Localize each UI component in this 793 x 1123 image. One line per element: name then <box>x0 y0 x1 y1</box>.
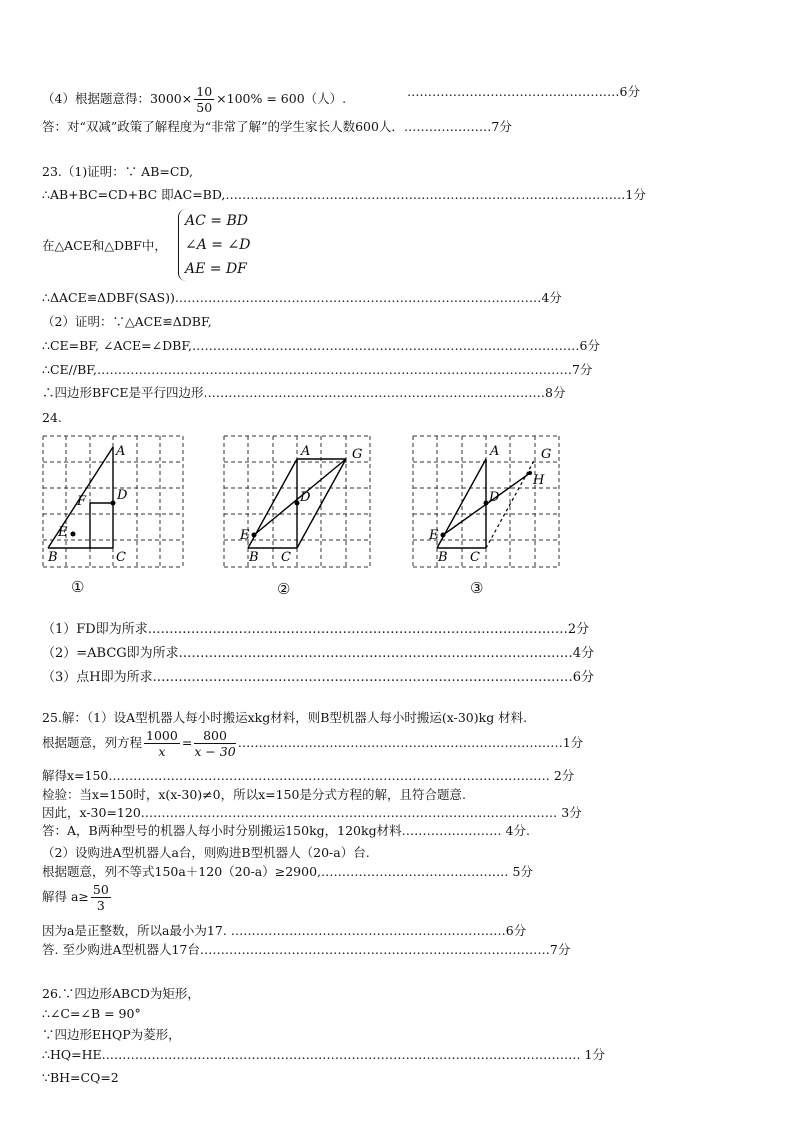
label-A: A <box>301 444 311 459</box>
q25-result-prefix: 解得 a≥ <box>42 889 89 904</box>
q24-answer-2: （2）=ABCG即为所求.………………………………………………………………………………4分 <box>42 646 595 661</box>
q24-figure-2-label: ② <box>277 580 291 598</box>
q25-equals: = <box>181 735 193 750</box>
q26-line-4: ∴HQ=HE.…………………………………………………………………………………………………… 1分 <box>42 1047 606 1062</box>
label-F: F <box>77 494 87 509</box>
q25-line-9 <box>42 882 113 913</box>
q25-line-6: 答：A，B两种型号的机器人每小时分别搬运150kg，120kg材料…………………… 4分. <box>42 823 530 838</box>
label-D: D <box>489 490 500 505</box>
q23-line-7: ∴CE//BF,……………………………………………………………………………………………………7分 <box>42 362 593 377</box>
q24-heading: 24. <box>42 410 62 425</box>
q23-line-8: ∴四边形BFCE是平行四边形.………………………………………………………………………8分 <box>42 385 566 400</box>
q25-fraction-1 <box>144 728 180 759</box>
q25-line-3: 解得x=150.…………………………………………………………………………………………… 2分 <box>42 768 575 783</box>
label-E: E <box>58 525 68 540</box>
label-G: G <box>541 447 552 462</box>
q26-line-1: 26.∵四边形ABCD为矩形， <box>42 986 200 1001</box>
q25-line-10: 因为a是正整数，所以a最小为17. …………………………………………………………6分 <box>42 923 527 938</box>
q22-fraction <box>194 84 214 115</box>
label-C: C <box>470 550 480 565</box>
label-B: B <box>438 550 448 565</box>
q23-line-4: ∴ΔACE≌ΔDBF(SAS)).……………………………………………………………………………4分 <box>42 290 562 305</box>
label-E: E <box>429 528 439 543</box>
q24-figure-3 <box>412 435 560 568</box>
q25-line-5: 因此，x-30=120.……………………………………………………………………………………… 3分 <box>42 805 582 820</box>
label-C: C <box>116 550 126 565</box>
point-E <box>71 532 76 537</box>
label-C: C <box>281 550 291 565</box>
q22-answer: 答：对“双减”政策了解程度为“非常了解”的学生家长人数600人．…………………7分 <box>42 119 512 134</box>
q22-fraction-denominator: 50 <box>196 100 213 115</box>
q23-equation-system <box>178 209 250 281</box>
q25-line-2-score: ……………………………………………………………………1分 <box>237 735 584 750</box>
point-E <box>252 533 257 538</box>
q24-figure-2 <box>223 435 371 568</box>
label-E: E <box>240 528 250 543</box>
q25-fraction-3 <box>91 882 111 913</box>
q25-equation-prefix: 根据题意，列方程 <box>42 735 143 750</box>
q26-line-2: ∴∠C=∠B = 90° <box>42 1006 141 1021</box>
q22-part4-line <box>42 84 346 115</box>
q25-fraction-3-denominator: 3 <box>96 898 105 913</box>
q24-answer-3: （3）点H即为所求.……………………………………………………………………………………6分 <box>42 670 595 685</box>
label-G: G <box>352 447 363 462</box>
q23-line-5: （2）证明：∵△ACE≌ΔDBF, <box>42 314 212 329</box>
q23-line-6: ∴CE=BF, ∠ACE=∠DBF,…………………………………………………………………………………6分 <box>42 338 600 353</box>
q23-line-3: 在△ACE和△DBF中， <box>42 238 167 253</box>
q24-figure-1-label: ① <box>71 578 85 596</box>
q23-system-eq-1: AC = BD <box>185 213 248 229</box>
q23-line-2: ∴AB+BC=CD+BC 即AC=BD,……………………………………………………………………………………1分 <box>42 187 646 202</box>
q23-line-1: 23.（1)证明：∵ AB=CD, <box>42 164 193 179</box>
point-D <box>484 501 489 506</box>
q26-line-3: ∵四边形EHQP为菱形， <box>42 1027 181 1042</box>
label-D: D <box>300 490 311 505</box>
q25-fraction-2-denominator: x − 30 <box>194 744 236 759</box>
point-D <box>111 501 116 506</box>
q23-system-eq-2: ∠A = ∠D <box>185 237 251 253</box>
q24-figure-3-label: ③ <box>470 579 484 597</box>
q25-line-11: 答. 至少购进A型机器人17台…………………………………………………………………………7分 <box>42 942 571 957</box>
q25-line-8: 根据题意，列不等式150a＋120（20-a）≥2900,……………………………………… 5分 <box>42 864 533 879</box>
q22-part4-suffix: ×100% = 600（人）. <box>216 91 347 106</box>
label-B: B <box>48 550 58 565</box>
point-H <box>528 471 532 475</box>
q26-line-5: ∵BH=CQ=2 <box>42 1070 119 1085</box>
q22-part4-score: ……………………………………………6分 <box>407 84 640 99</box>
q25-fraction-2 <box>194 728 235 759</box>
q24-figure-1 <box>42 435 184 568</box>
q25-line-1: 25.解：（1）设A型机器人每小时搬运xkg材料，则B型机器人每小时搬运(x-30)kg 材料. <box>42 710 528 725</box>
label-H: H <box>533 473 545 488</box>
label-B: B <box>249 550 259 565</box>
q24-answer-1: （1）FD即为所求.……………………………………………………………………………………2分 <box>42 622 590 637</box>
point-E <box>441 533 446 538</box>
q25-line-4: 检验：当x=150时，x(x-30)≠0，所以x=150是分式方程的解，且符合题意. <box>42 787 466 802</box>
label-A: A <box>116 444 126 459</box>
q25-line-7: （2）设购进A型机器人a台，则购进B型机器人（20-a）台. <box>42 845 370 860</box>
label-A: A <box>490 444 500 459</box>
q23-system-eq-3: AE = DF <box>185 261 247 277</box>
q25-fraction-2-numerator: 800 <box>194 728 235 744</box>
q22-fraction-numerator: 10 <box>196 84 213 99</box>
q22-part4-prefix: （4）根据题意得：3000× <box>42 91 193 106</box>
q25-line-2 <box>42 728 583 759</box>
q25-fraction-1-numerator: 1000 <box>146 728 178 743</box>
label-D: D <box>117 488 128 503</box>
q25-fraction-3-numerator: 50 <box>92 882 109 897</box>
q25-fraction-1-denominator: x <box>158 744 166 759</box>
point-D <box>295 501 300 506</box>
